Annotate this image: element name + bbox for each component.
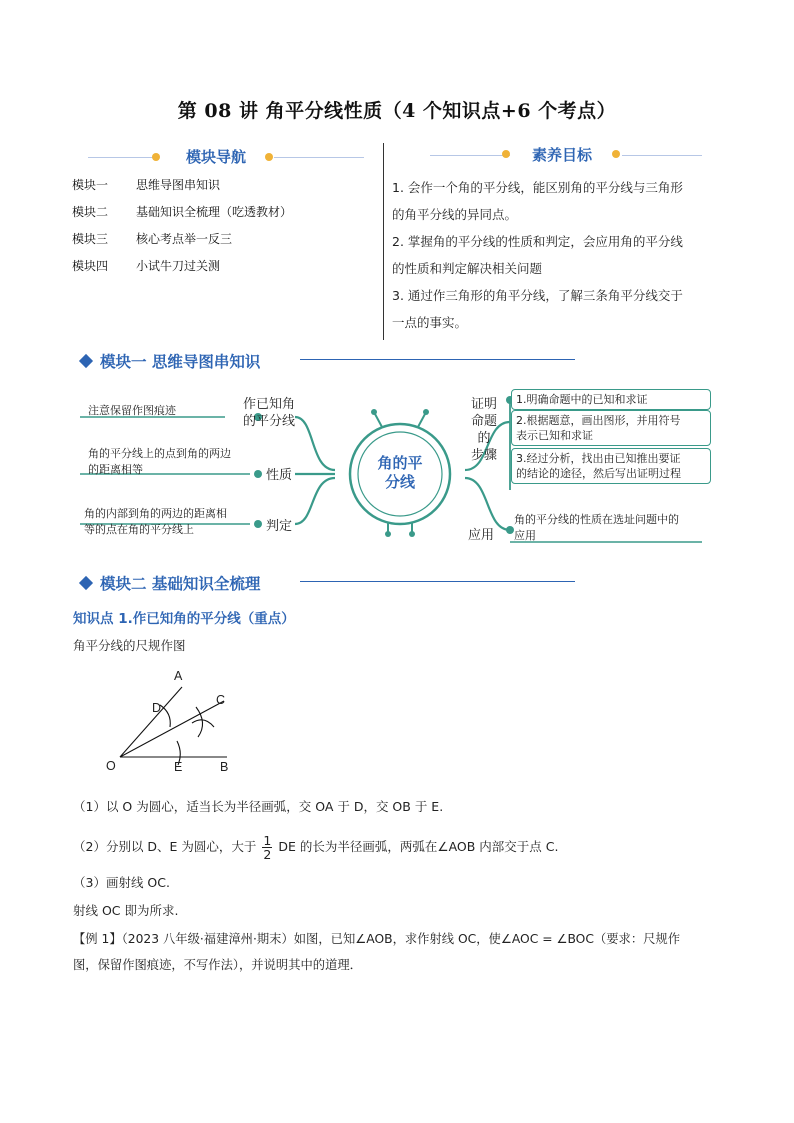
label-D: D xyxy=(152,701,162,715)
mind-map xyxy=(70,372,710,552)
node-application: 应用 xyxy=(468,528,495,543)
goal-line: 一点的事实。 xyxy=(392,315,468,330)
note-application: 角的平分线的性质在选址问题中的 应用 xyxy=(514,513,679,542)
step-3: （3）画射线 OC. xyxy=(73,875,170,890)
label-E: E xyxy=(174,760,183,774)
node-determination: 判定 xyxy=(266,519,293,534)
node-proof-steps: 证明 命题 的 步骤 xyxy=(470,397,497,463)
knowledge-point-1: 知识点 1.作已知角的平分线（重点） xyxy=(73,611,295,627)
dot-icon xyxy=(152,153,160,161)
goal-line: 的性质和判定解决相关问题 xyxy=(392,261,543,276)
nav-item: 模块四 小试牛刀过关测 xyxy=(72,259,221,273)
nav-heading: 模块导航 xyxy=(185,148,246,166)
conclusion: 射线 OC 即为所求. xyxy=(73,903,179,918)
example-1: 【例 1】（2023 八年级·福建漳州·期末）如图，已知∠AOB，求作射线 OC，使∠AOC = ∠BOC（要求：尺规作 xyxy=(73,932,681,946)
label-B: B xyxy=(220,760,229,774)
diamond-icon xyxy=(79,354,93,368)
goal-line: 的角平分线的异同点。 xyxy=(392,207,518,222)
label-C: C xyxy=(216,693,226,707)
diamond-icon xyxy=(79,576,93,590)
divider xyxy=(300,359,575,360)
node-property: 性质 xyxy=(266,468,293,483)
step-2: （2）分别以 D、E 为圆心，大于 $\frac{1}{2}$ DE 的长为半径画弧，两弧在∠AOB 内部交于点 C. xyxy=(73,833,559,862)
divider xyxy=(622,155,702,156)
example-1-cont: 图，保留作图痕迹，不写作法），并说明其中的道理． xyxy=(73,958,362,972)
proof-step-2: 2.根据题意，画出图形，并用符号 表示已知和求证 xyxy=(511,410,711,446)
goal-line: 2. 掌握角的平分线的性质和判定，会应用角的平分线 xyxy=(392,234,683,249)
node-construct: 作已知角 的平分线 xyxy=(242,397,295,429)
module2-heading: 模块二 基础知识全梳理 xyxy=(100,575,261,593)
fraction-half: $\frac{1}{2}$ xyxy=(263,833,272,862)
column-divider xyxy=(383,143,384,340)
goal-line: 3. 通过作三角形的角平分线，了解三条角平分线交于 xyxy=(392,288,683,303)
step-1: （1）以 O 为圆心，适当长为半径画弧，交 OA 于 D，交 OB 于 E. xyxy=(73,799,444,814)
nav-item: 模块三 核心考点举一反三 xyxy=(72,232,233,246)
dot-icon xyxy=(502,150,510,158)
divider xyxy=(430,155,510,156)
nav-item: 模块一 思维导图串知识 xyxy=(72,178,221,192)
label-O: O xyxy=(106,759,116,773)
divider xyxy=(274,157,364,158)
proof-step-1: 1.明确命题中的已知和求证 xyxy=(511,389,711,410)
module1-heading: 模块一 思维导图串知识 xyxy=(100,353,261,371)
goals-list xyxy=(392,174,732,336)
goals-heading: 素养目标 xyxy=(531,146,592,164)
divider xyxy=(88,157,158,158)
dot-icon xyxy=(265,153,273,161)
proof-step-3: 3.经过分析，找出由已知推出要证 的结论的途径，然后写出证明过程 xyxy=(511,448,711,484)
angle-bisector-figure xyxy=(100,665,260,780)
construction-subtitle: 角平分线的尺规作图 xyxy=(73,638,186,653)
nav-item: 模块二 基础知识全梳理（吃透教材） xyxy=(72,205,293,219)
page-title: 第 08 讲 角平分线性质（4 个知识点+6 个考点） xyxy=(177,100,617,122)
note-property: 角的平分线上的点到角的两边 的距离相等 xyxy=(88,447,231,476)
label-A: A xyxy=(174,669,183,683)
note-keep-traces: 注意保留作图痕迹 xyxy=(88,404,176,417)
goal-line: 1. 会作一个角的平分线，能区别角的平分线与三角形 xyxy=(392,180,683,195)
divider xyxy=(300,581,575,582)
mind-map-center: 角的平 分线 xyxy=(377,454,423,491)
note-determination: 角的内部到角的两边的距离相 等的点在角的平分线上 xyxy=(84,507,227,536)
dot-icon xyxy=(612,150,620,158)
